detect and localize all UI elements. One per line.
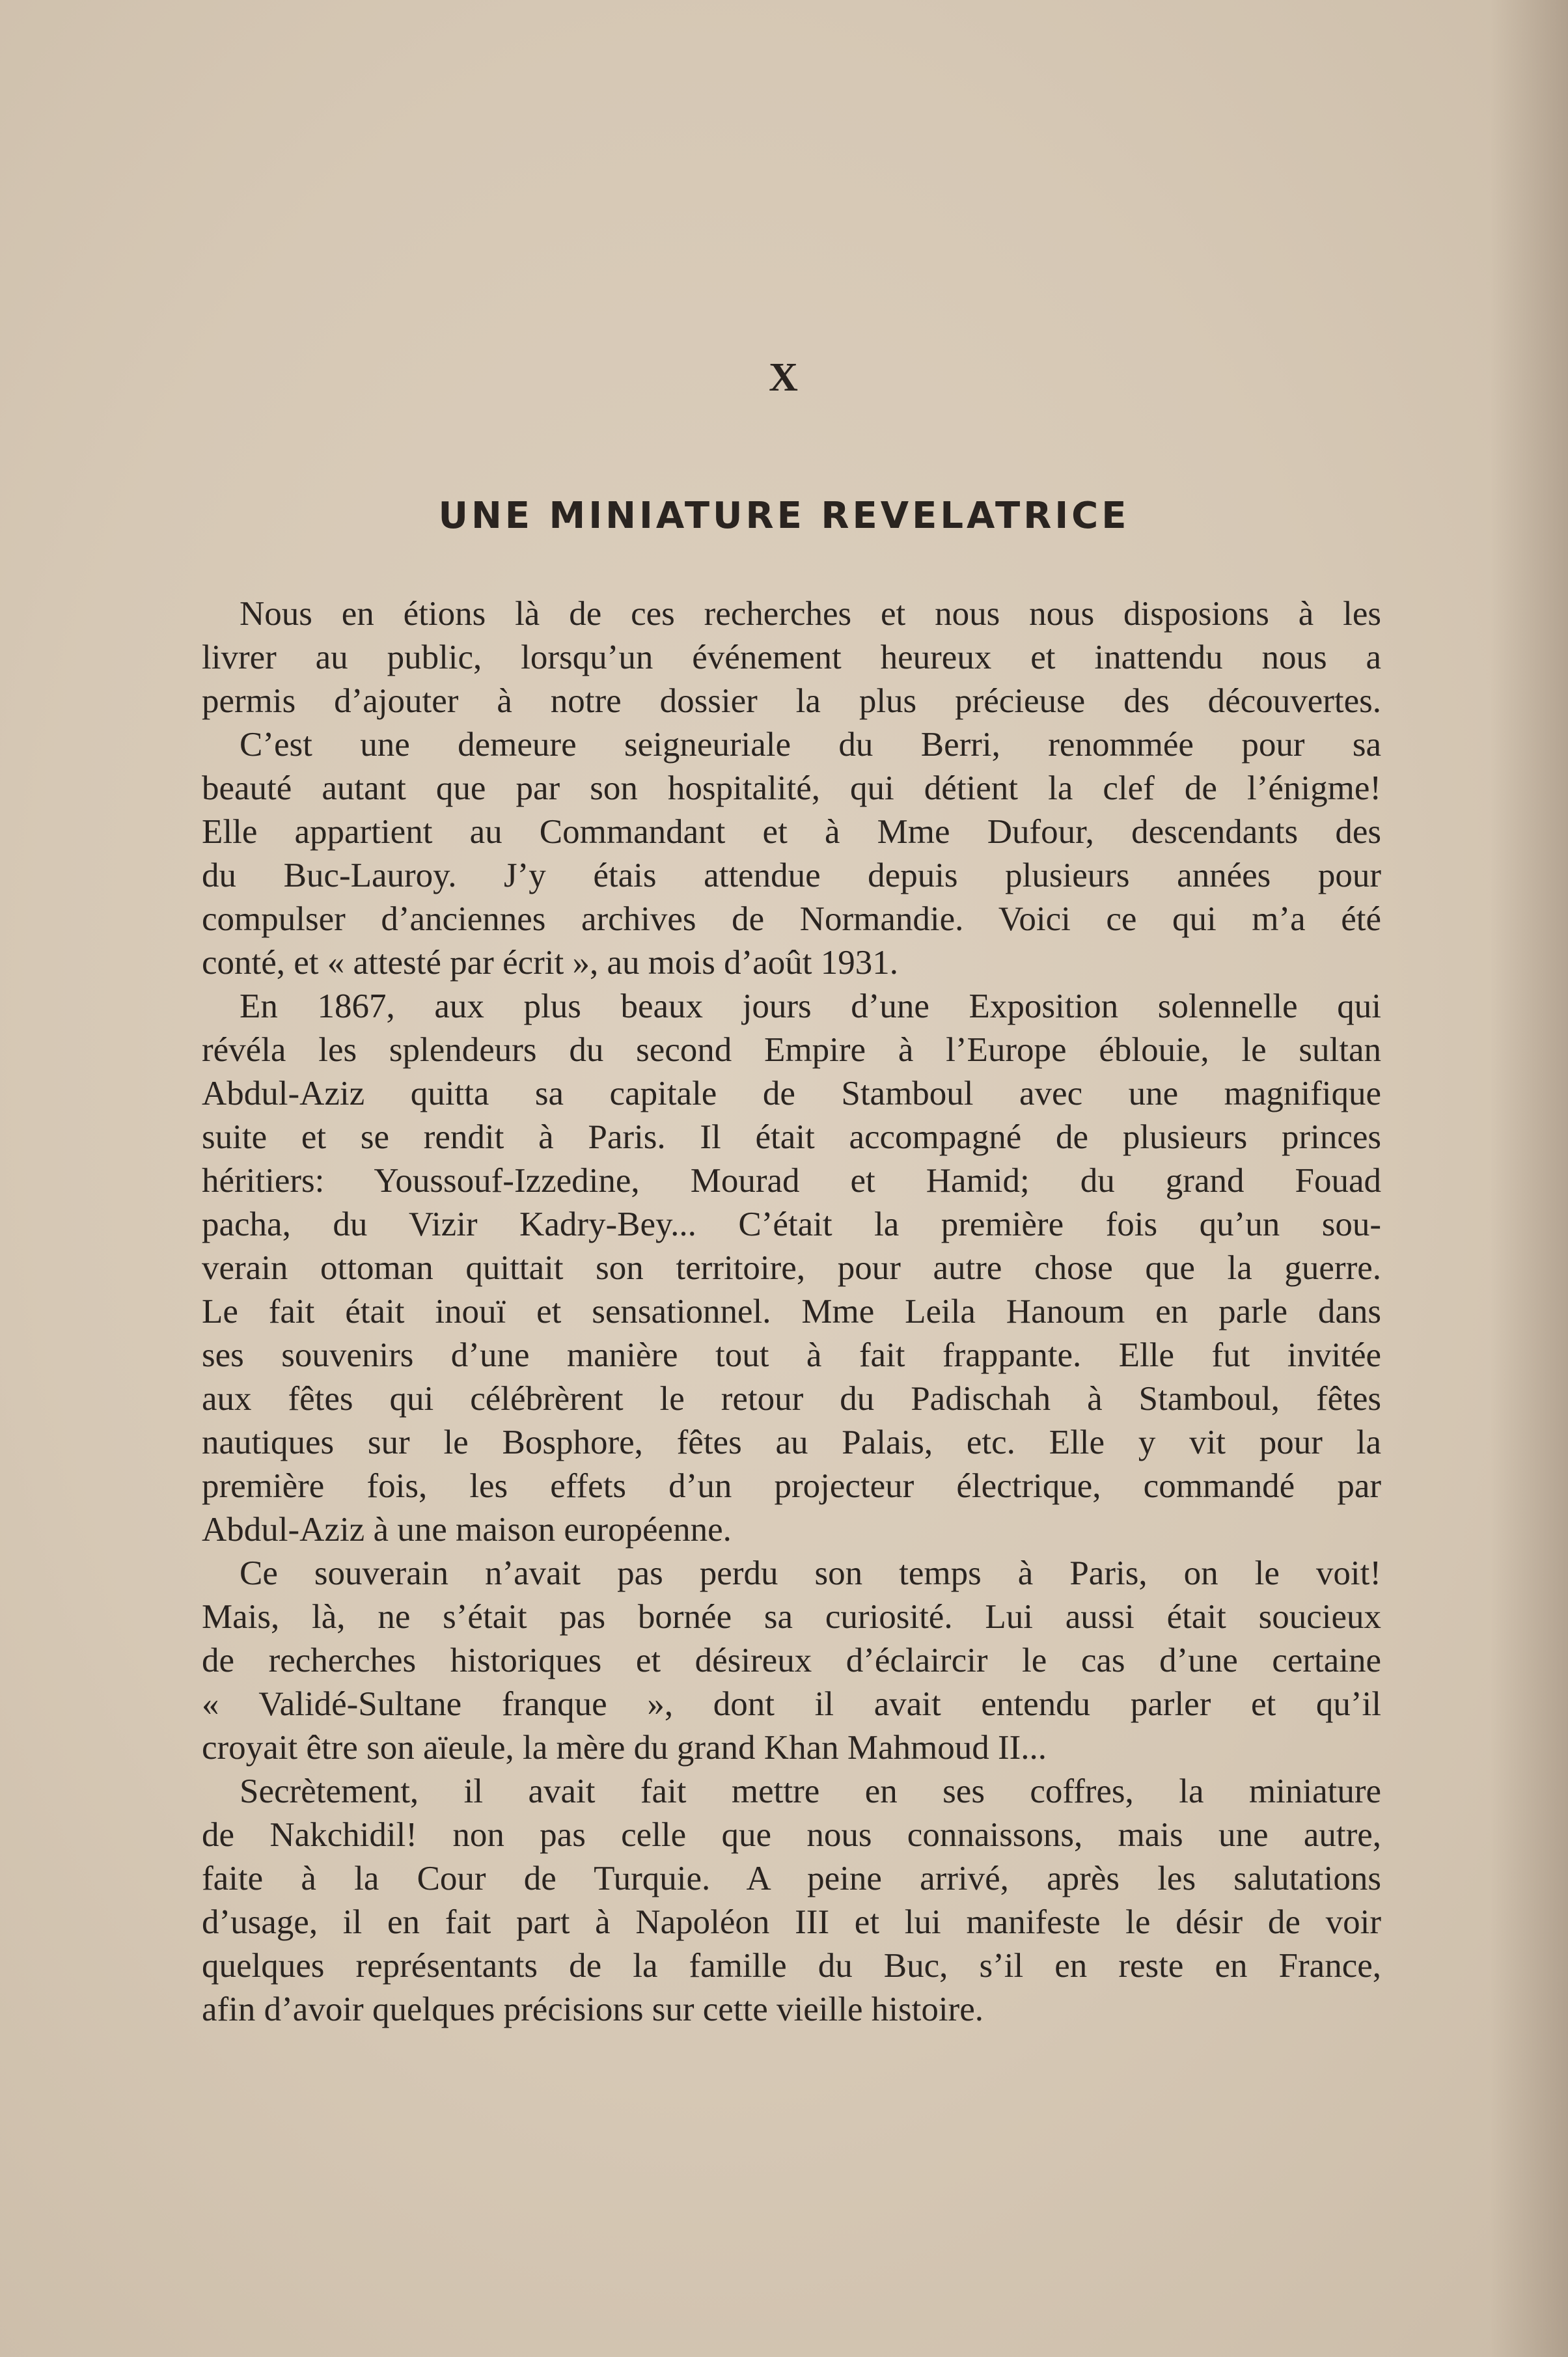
text-line: C’est une demeure seigneuriale du Berri, renommée pour sa [240,726,1381,764]
text-line: aux fêtes qui célébrèrent le retour du Padischah à Stamboul, fêtes [202,1380,1381,1418]
text-line: Ce souverain n’avait pas perdu son temps à Paris, on le voit! [240,1554,1381,1592]
text-line: Mais, là, ne s’était pas bornée sa curiosité. Lui aussi était soucieux [202,1598,1381,1636]
text-line: nautiques sur le Bosphore, fêtes au Palais, etc. Elle y vit pour la [202,1424,1381,1461]
text-line: verain ottoman quittait son territoire, pour autre chose que la guerre. [202,1249,1381,1287]
text-line: première fois, les effets d’un projecteur électrique, commandé par [202,1467,1381,1505]
text-line: Secrètement, il avait fait mettre en ses coffres, la miniature [240,1772,1381,1810]
text-line: de recherches historiques et désireux d’éclaircir le cas d’une certaine [202,1642,1381,1679]
text-line: révéla les splendeurs du second Empire à l’Europe éblouie, le sultan [202,1031,1381,1069]
text-line: Le fait était inouï et sensationnel. Mme Leila Hanoum en parle dans [202,1293,1381,1330]
text-line: afin d’avoir quelques précisions sur cette vieille histoire. [202,1991,983,2028]
text-line: livrer au public, lorsqu’un événement heureux et inattendu nous a [202,639,1381,676]
chapter-title: UNE MINIATURE REVELATRICE [438,495,1130,537]
text-line: Abdul-Aziz à une maison européenne. [202,1511,732,1549]
text-line: beauté autant que par son hospitalité, qui détient la clef de l’énigme! [202,769,1381,807]
page-edge-shadow [1490,0,1568,2357]
text-line: croyait être son aïeule, la mère du grand Khan Mahmoud II... [202,1729,1047,1767]
text-line: Abdul-Aziz quitta sa capitale de Stamboul avec une magnifique [202,1075,1381,1112]
text-line: En 1867, aux plus beaux jours d’une Exposition solennelle qui [240,987,1381,1025]
text-line: ses souvenirs d’une manière tout à fait frappante. Elle fut invitée [202,1336,1381,1374]
text-line: compulser d’anciennes archives de Normandie. Voici ce qui m’a été [202,900,1381,938]
text-line: Elle appartient au Commandant et à Mme Dufour, descendants des [202,813,1381,851]
text-line: quelques représentants de la famille du Buc, s’il en reste en France, [202,1947,1381,1985]
text-line: héritiers: Youssouf-Izzedine, Mourad et Hamid; du grand Fouad [202,1162,1381,1200]
text-line: suite et se rendit à Paris. Il était accompagné de plusieurs princes [202,1118,1381,1156]
chapter-number: X [769,355,799,400]
text-line: Nous en étions là de ces recherches et nous nous disposions à les [240,595,1381,633]
text-line: faite à la Cour de Turquie. A peine arrivé, après les salutations [202,1860,1381,1897]
text-line: pacha, du Vizir Kadry-Bey... C’était la première fois qu’un sou- [202,1206,1381,1243]
text-line: permis d’ajouter à notre dossier la plus précieuse des découvertes. [202,682,1381,720]
text-line: de Nakchidil! non pas celle que nous connaissons, mais une autre, [202,1816,1381,1854]
text-line: du Buc-Lauroy. J’y étais attendue depuis plusieurs années pour [202,857,1381,894]
text-line: « Validé-Sultane franque », dont il avait entendu parler et qu’il [202,1685,1381,1723]
body-text [202,592,1381,2032]
text-line: conté, et « attesté par écrit », au mois d’août 1931. [202,944,898,982]
text-line: d’usage, il en fait part à Napoléon III et lui manifeste le désir de voir [202,1903,1381,1941]
